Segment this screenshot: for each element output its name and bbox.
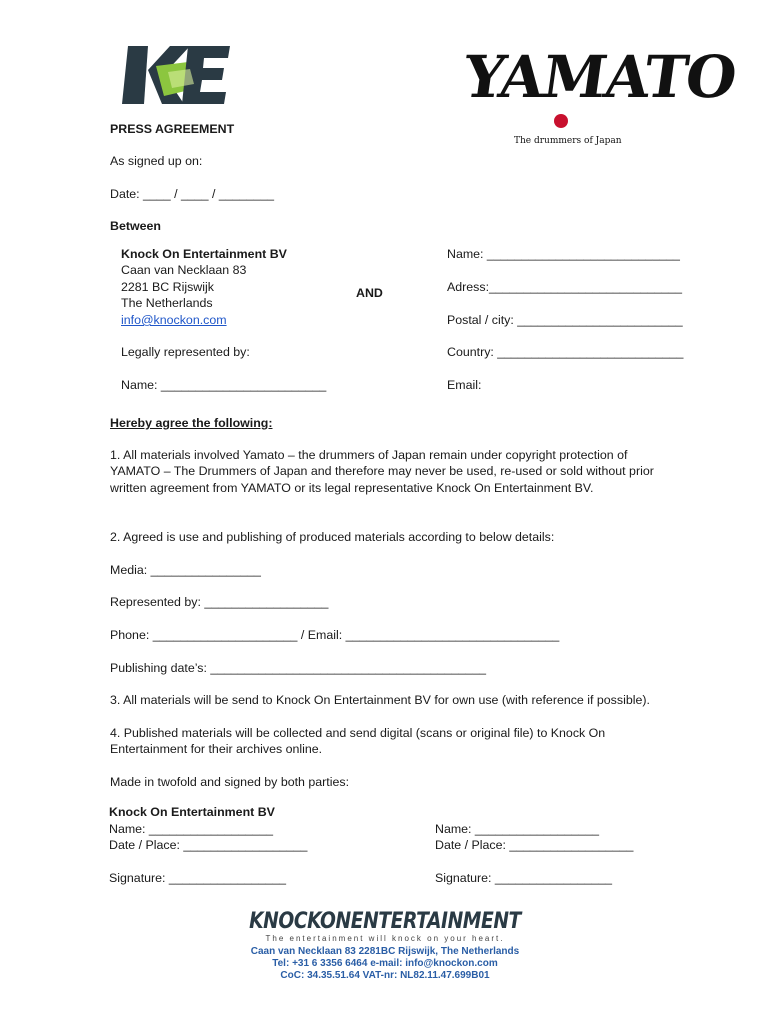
left-party-country: The Netherlands bbox=[121, 296, 213, 310]
right-name-field: Name: ____________________________ bbox=[447, 247, 680, 261]
yamato-title: YAMATO bbox=[459, 43, 740, 111]
legal-representative-label: Legally represented by: bbox=[121, 345, 250, 359]
signature-right-name: Name: __________________ bbox=[435, 822, 599, 836]
clause-2: 2. Agreed is use and publishing of produced materials according to below details: bbox=[110, 530, 555, 544]
date-field: Date: ____ / ____ / ________ bbox=[110, 187, 274, 201]
signature-right-signature: Signature: _________________ bbox=[435, 871, 613, 885]
left-party-city: 2281 BC Rijswijk bbox=[121, 280, 214, 294]
media-field: Media: ________________ bbox=[110, 563, 261, 577]
left-party-street: Caan van Necklaan 83 bbox=[121, 263, 247, 277]
signature-left-company: Knock On Entertainment BV bbox=[109, 805, 275, 819]
between-label: Between bbox=[110, 219, 161, 233]
kne-logo-graphic bbox=[118, 40, 234, 110]
signature-left-signature: Signature: _________________ bbox=[109, 871, 287, 885]
publishing-dates-field: Publishing date’s: ________________________________________ bbox=[110, 661, 486, 675]
right-email-field: Email: bbox=[447, 378, 482, 392]
footer-tagline: The entertainment will knock on your heart. bbox=[265, 934, 505, 943]
agree-heading: Hereby agree the following: bbox=[110, 416, 273, 430]
left-name-field: Name: ________________________ bbox=[121, 378, 327, 392]
phone-email-field: Phone: _____________________ / Email: _______________________________ bbox=[110, 628, 560, 642]
footer-brand-logo: KNOCKONENTERTAINMENT bbox=[249, 909, 521, 934]
and-label: AND bbox=[356, 286, 383, 300]
signature-right-date: Date / Place: __________________ bbox=[435, 838, 634, 852]
right-country-field: Country: ___________________________ bbox=[447, 345, 684, 359]
footer-registry: CoC: 34.35.51.64 VAT-nr: NL82.11.47.699B01 bbox=[280, 970, 490, 981]
represented-by-field: Represented by: __________________ bbox=[110, 595, 329, 609]
yamato-subtitle: The drummers of Japan bbox=[514, 136, 622, 146]
right-postal-field: Postal / city: ________________________ bbox=[447, 313, 683, 327]
document-title: PRESS AGREEMENT bbox=[110, 122, 235, 136]
signature-left-date: Date / Place: __________________ bbox=[109, 838, 308, 852]
footer-address: Caan van Necklaan 83 2281BC Rijswijk, The Netherlands bbox=[250, 946, 520, 957]
footer-contact: Tel: +31 6 3356 6464 e-mail: info@knockon.com bbox=[272, 958, 498, 969]
clause-1: 1. All materials involved Yamato – the drummers of Japan remain under copyright protection of YAMATO – The Drummers of Japan and therefore may never be used, re-used or sold without prior written agreement from YAMATO or its legal representative Knock On Entertainment BV. bbox=[110, 448, 654, 495]
signed-up-label: As signed up on: bbox=[110, 154, 203, 168]
yamato-emblem bbox=[554, 114, 568, 128]
clause-4: 4. Published materials will be collected and send digital (scans or original file) to Knock On Entertainment for their archives online. bbox=[110, 726, 606, 757]
left-party-email-link[interactable]: info@knockon.com bbox=[121, 313, 227, 327]
signature-left-name: Name: __________________ bbox=[109, 822, 273, 836]
twofold-statement: Made in twofold and signed by both parties: bbox=[110, 775, 350, 789]
clause-3: 3. All materials will be send to Knock On Entertainment BV for own use (with reference if possible). bbox=[110, 693, 650, 707]
left-party-name: Knock On Entertainment BV bbox=[121, 247, 287, 261]
kne-logo bbox=[118, 40, 234, 110]
right-address-field: Adress:____________________________ bbox=[447, 280, 682, 294]
yamato-logo bbox=[458, 28, 740, 156]
